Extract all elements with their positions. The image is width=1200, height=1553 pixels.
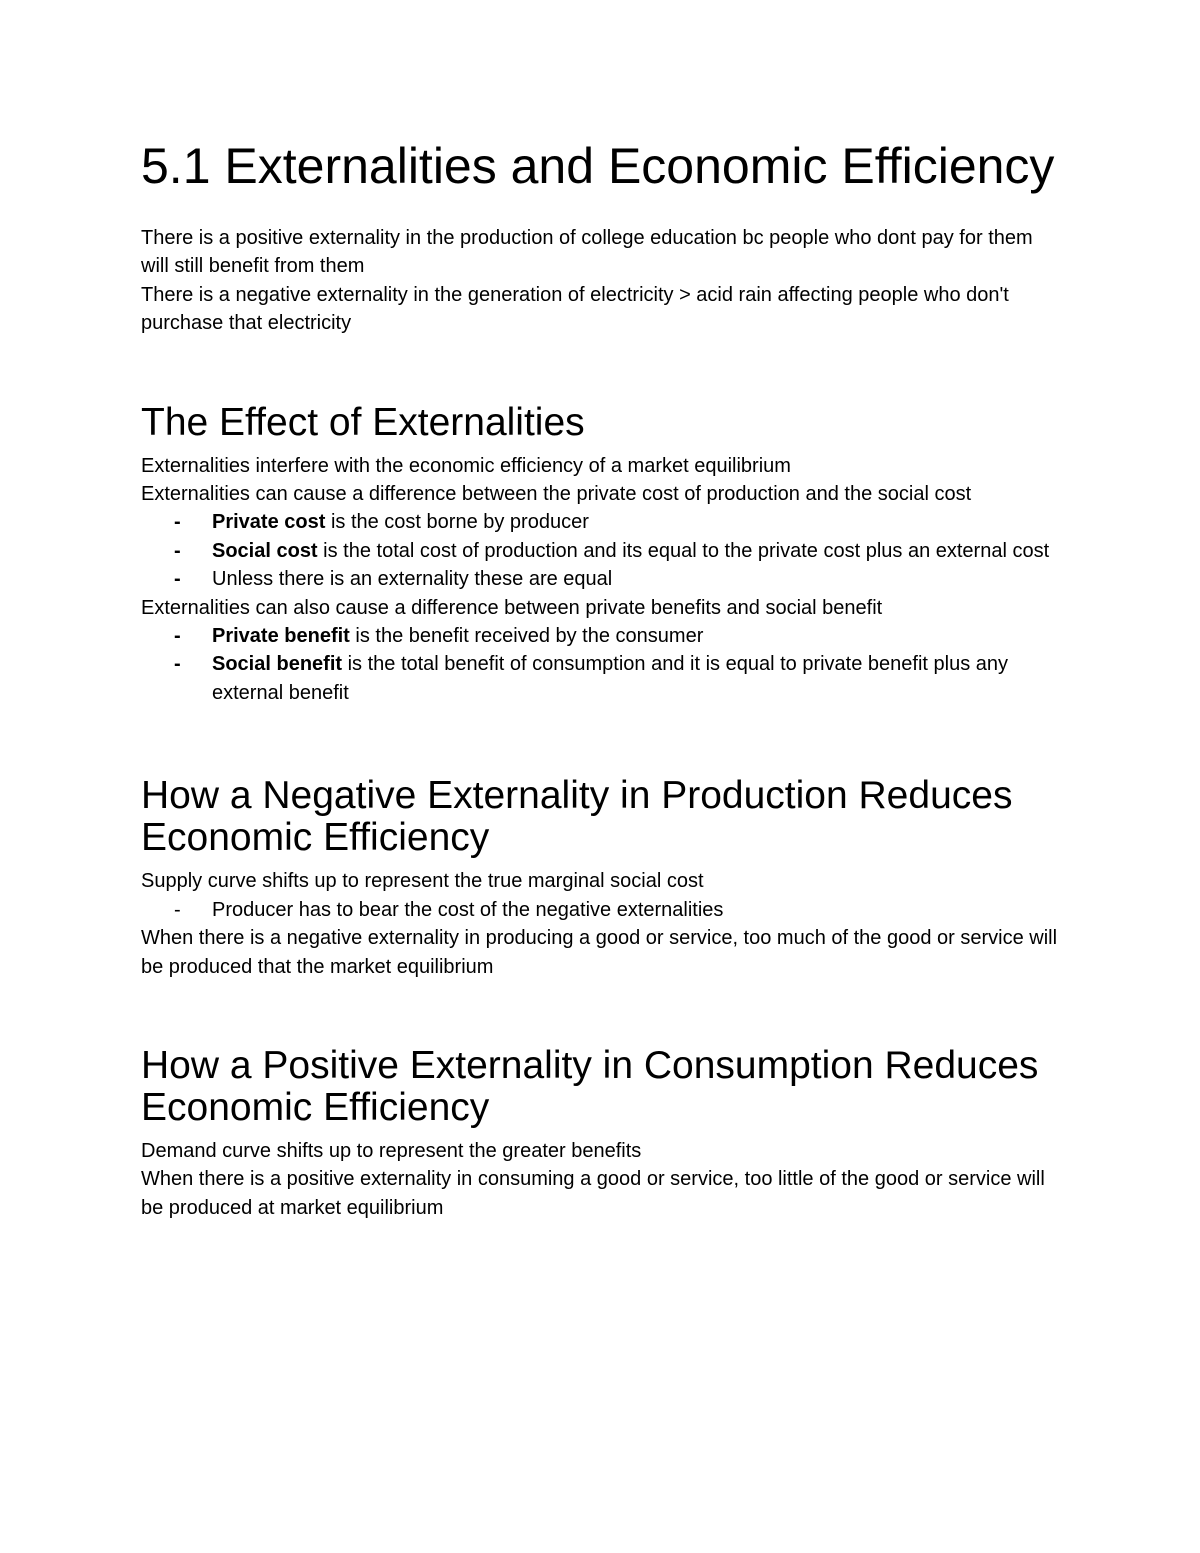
section-heading-negative: How a Negative Externality in Production Reduces Economic Efficiency [141,774,1013,860]
list-item [141,622,1061,650]
benefit-list [141,622,1061,707]
negative-paragraph-2: When there is a negative externality in producing a good or service, too much of the good or service will be produced that the market equilibrium [141,927,1058,978]
dash-bullet: - [174,511,181,534]
term-private-benefit: Private benefit [212,625,350,648]
document-page [141,138,1061,1222]
dash-bullet: - [174,625,181,648]
term-social-benefit: Social benefit [212,653,343,676]
effect-paragraph-2: Externalities can cause a difference between the private cost of production and the social cost [141,483,972,506]
section-heading-effect: The Effect of Externalities [141,400,585,444]
list-item [141,565,1061,593]
term-private-cost: Private cost [212,511,326,534]
negative-paragraph-1: Supply curve shifts up to represent the true marginal social cost [141,870,704,893]
list-item [141,650,1061,707]
effect-paragraph-1: Externalities interfere with the economic efficiency of a market equilibrium [141,454,791,477]
dash-bullet: - [174,568,181,591]
definition-text: is the benefit received by the consumer [349,625,704,648]
definition-text: is the total cost of production and its equal to the private cost plus an external cost [317,539,1050,562]
term-social-cost: Social cost [212,539,318,562]
list-item-text: Producer has to bear the cost of the negative externalities [212,898,724,921]
spacer [141,707,1061,775]
spacer [141,338,1061,402]
list-item-text: Unless there is an externality these are equal [212,568,613,591]
section-heading-positive: How a Positive Externality in Consumption Reduces Economic Efficiency [141,1043,1039,1129]
definition-text: is the cost borne by producer [325,511,589,534]
positive-paragraph-1: Demand curve shifts up to represent the greater benefits [141,1139,642,1162]
spacer [141,981,1061,1045]
dash-bullet: - [174,898,181,921]
positive-paragraph-2: When there is a positive externality in consuming a good or service, too little of the good or service will be produced at market equilibrium [141,1168,1045,1219]
document-title: 5.1 Externalities and Economic Efficiency [141,138,1055,194]
negative-list [141,896,1061,924]
definition-text: is the total benefit of consumption and it is equal to private benefit plus any external benefit [212,653,1008,704]
intro-paragraph-2: There is a negative externality in the generation of electricity > acid rain affecting people who don't purchase that electricity [141,283,1009,335]
cost-list [141,508,1061,593]
list-item [141,508,1061,536]
effect-paragraph-3: Externalities can also cause a difference between private benefits and social benefit [141,596,883,619]
list-item [141,896,1061,924]
intro-paragraph-1: There is a positive externality in the production of college education bc people who dont pay for them will still benefit from them [141,227,1033,278]
dash-bullet: - [174,653,181,676]
list-item [141,537,1061,565]
dash-bullet: - [174,539,181,562]
